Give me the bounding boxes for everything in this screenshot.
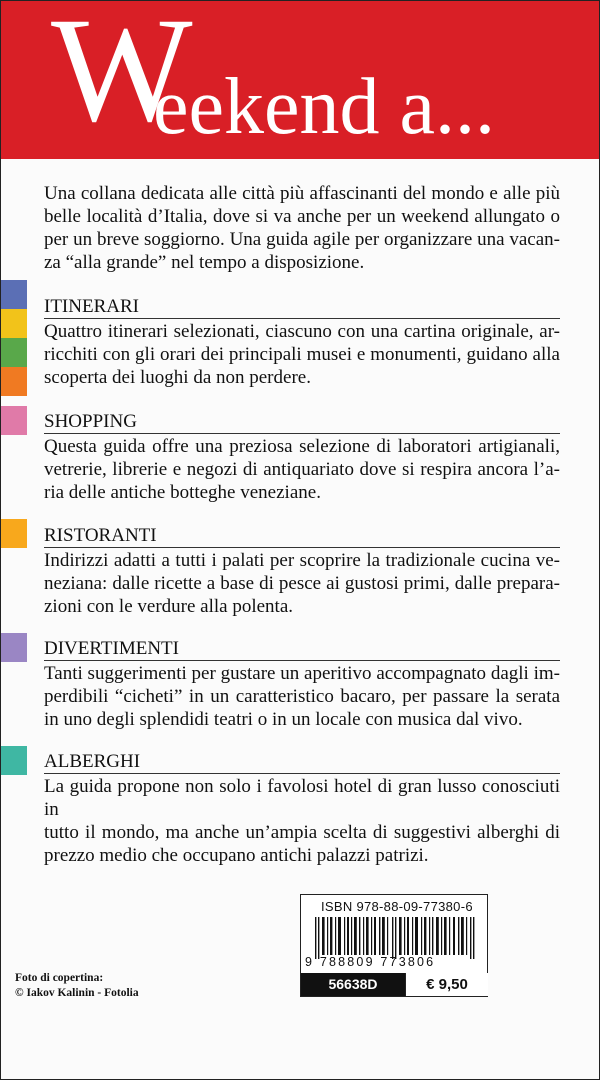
photo-credit-label: Foto di copertina: [15, 972, 104, 984]
series-title-rest: eekend a... [153, 63, 496, 151]
section-heading: DIVERTIMENTI [44, 637, 560, 661]
section-line: Questa guida offre una preziosa selezione di laboratori artigianali, [44, 436, 560, 457]
section-line: La guida propone non solo i favolosi hotel di gran lusso conosciuti in [44, 776, 560, 820]
section-body [44, 662, 560, 731]
section-body [44, 775, 560, 867]
title-banner [1, 1, 599, 159]
section-ristoranti [1, 524, 599, 634]
section-line: tutto il mondo, ma anche un’ampia scelta di suggestivi alberghi di [44, 822, 560, 843]
intro-line: per un breve soggiorno. Una guida agile per organizzare una vacan- [44, 229, 560, 250]
section-heading: RISTORANTI [44, 524, 560, 548]
intro-paragraph [44, 182, 560, 274]
section-body [44, 549, 560, 618]
section-heading: ALBERGHI [44, 750, 560, 774]
section-alberghi [1, 750, 599, 866]
isbn-label: ISBN 978-88-09-77380-6 [321, 899, 473, 914]
section-line: vetrerie, librerie e negozi di antiquariato dove si respira ancora l’a- [44, 459, 560, 480]
product-code-badge: 56638D [301, 973, 405, 996]
barcode-block [300, 894, 488, 997]
section-line: prezzo medio che occupano antichi palazzi patrizi. [44, 845, 429, 866]
series-title [1, 1, 599, 159]
intro-line: Una collana dedicata alle città più affascinanti del mondo e alle più [44, 183, 560, 204]
intro-line: za “alla grande” nel tempo a disposizione. [44, 252, 365, 273]
section-heading: ITINERARI [44, 295, 560, 319]
barcode-digits: 9 788809 773806 [305, 955, 436, 969]
section-line: Indirizzi adatti a tutti i palati per scoprire la tradizionale cucina ve- [44, 550, 560, 571]
section-divertimenti [1, 637, 599, 747]
series-title-initial: W [51, 1, 193, 153]
section-line: in uno degli splendidi teatri o in un locale con musica dal vivo. [44, 709, 523, 730]
section-line: Quattro itinerari selezionati, ciascuno con una cartina originale, ar- [44, 321, 560, 342]
section-heading: SHOPPING [44, 410, 560, 434]
section-body [44, 320, 560, 389]
section-line: scoperta dei luoghi da non perdere. [44, 367, 311, 388]
intro-line: belle località d’Italia, dove si va anche per un weekend allungato o [44, 206, 560, 227]
section-itinerari [1, 295, 599, 405]
section-shopping [1, 410, 599, 520]
photo-credit-author: © Iakov Kalinin - Fotolia [15, 987, 139, 999]
section-line: Tanti suggerimenti per gustare un aperitivo accompagnato dagli im- [44, 663, 560, 684]
section-line: ria delle antiche botteghe veneziane. [44, 482, 321, 503]
section-line: neziana: dalle ricette a base di pesce ai gustosi primi, dalle prepara- [44, 573, 560, 594]
section-body [44, 435, 560, 504]
section-line: zioni con le verdure alla polenta. [44, 596, 294, 617]
section-line: perdibili “cicheti” in un caratteristico bacaro, per passare la serata [44, 686, 560, 707]
photo-credit [15, 971, 139, 1001]
price-badge: € 9,50 [405, 973, 488, 996]
barcode-graphic [313, 917, 477, 959]
section-line: ricchiti con gli orari dei principali musei e monumenti, guidano alla [44, 344, 560, 365]
